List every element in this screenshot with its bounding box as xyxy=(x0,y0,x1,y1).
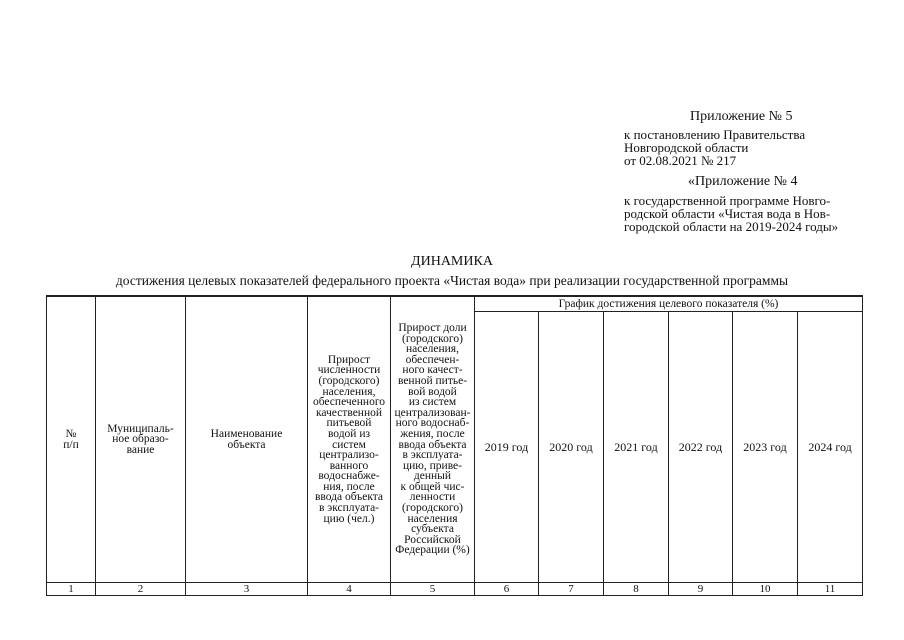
header-text-line: населения, xyxy=(406,343,459,356)
header-text-line: Российской xyxy=(404,533,461,546)
header-text-line: ное образо- xyxy=(112,433,169,446)
header-text-line: ного водоснаб- xyxy=(395,417,470,430)
header-text-line: (городского) xyxy=(402,502,463,515)
decree-line: к постановлению Правительства xyxy=(624,127,806,142)
column-number-cell: 10 xyxy=(733,583,798,596)
column-number-cell: 5 xyxy=(391,583,475,596)
column-number-cell: 7 xyxy=(539,583,604,596)
header-text-line: водой из xyxy=(327,427,371,440)
header-text-line: цию (чел.) xyxy=(323,512,375,525)
header-cell-year: 2019 год xyxy=(475,312,539,583)
header-text-line: объекта xyxy=(227,438,266,451)
column-number-cell: 3 xyxy=(186,583,308,596)
header-text-line: качественной xyxy=(315,406,383,419)
program-reference xyxy=(624,194,838,233)
header-text-line: численности xyxy=(317,364,381,377)
header-text-line: обеспеченного xyxy=(312,396,386,409)
header-text-line: венной питье- xyxy=(397,374,468,387)
column-number-cell: 1 xyxy=(47,583,96,596)
header-text-line: Муниципаль- xyxy=(107,422,174,435)
header-text-line: цию, приве- xyxy=(402,459,462,472)
header-text-line: ввода объекта xyxy=(398,438,467,451)
header-text-line: населения xyxy=(407,512,458,525)
header-cell-object-name xyxy=(186,296,308,583)
decree-reference xyxy=(624,128,805,167)
header-text-line: ввода объекта xyxy=(314,491,384,504)
header-text-line: вой водой xyxy=(408,385,457,398)
dynamics-table xyxy=(46,295,863,596)
header-cell-schedule: График достижения целевого показателя (%) xyxy=(475,296,863,312)
header-cell-year: 2022 год xyxy=(669,312,733,583)
header-text-line: субъекта xyxy=(411,523,454,536)
document-subtitle: достижения целевых показателей федерального проекта «Чистая вода» при реализации государственной программы xyxy=(115,273,789,288)
program-line: городской области на 2019-2024 годы» xyxy=(624,219,839,234)
appendix-number: Приложение № 5 xyxy=(690,109,793,124)
header-text-line: из систем xyxy=(408,396,457,409)
header-text-line: ния, после xyxy=(323,480,375,493)
program-line: родской области «Чистая вода в Нов- xyxy=(624,206,831,221)
header-text-line: водоснабже- xyxy=(318,470,380,483)
header-cell-year: 2020 год xyxy=(539,312,604,583)
header-cell-year: 2023 год xyxy=(733,312,798,583)
program-line: к государственной программе Новго- xyxy=(624,193,831,208)
column-number-cell: 8 xyxy=(604,583,669,596)
header-text-line: № xyxy=(65,427,77,440)
column-number-cell: 2 xyxy=(96,583,186,596)
header-text-line: централизо- xyxy=(319,449,379,462)
header-text-line: Федерации (%) xyxy=(395,544,470,557)
header-text-line: в эксплуата- xyxy=(318,502,380,515)
header-text-line: ленности xyxy=(409,491,456,504)
header-cell-number xyxy=(47,296,96,583)
column-number-cell: 9 xyxy=(669,583,733,596)
header-text-line: в эксплуата- xyxy=(402,449,463,462)
header-text-line: Прирост доли xyxy=(398,321,467,334)
header-text-line: денный xyxy=(413,470,452,483)
column-number-cell: 4 xyxy=(308,583,391,596)
header-cell-share-growth xyxy=(391,296,475,583)
header-text-line: централизован- xyxy=(394,406,471,419)
header-text-line: ного качест- xyxy=(402,364,463,377)
header-text-line: Наименование xyxy=(210,427,283,440)
header-cell-year: 2021 год xyxy=(604,312,669,583)
header-text-line: систем xyxy=(332,438,366,451)
header-text-line: жения, после xyxy=(400,427,465,440)
header-text-line: ванного xyxy=(329,459,369,472)
program-appendix-number: «Приложение № 4 xyxy=(688,174,798,189)
header-text-line: к общей чис- xyxy=(400,480,465,493)
decree-line: Новгородской области xyxy=(624,140,749,155)
header-text-line: питьевой xyxy=(326,417,372,430)
decree-line: от 02.08.2021 № 217 xyxy=(624,153,737,168)
header-text-line: вание xyxy=(126,443,155,456)
column-number-cell: 6 xyxy=(475,583,539,596)
header-cell-population-growth xyxy=(308,296,391,583)
header-text-line: (городского) xyxy=(318,374,380,387)
header-text-line: Прирост xyxy=(327,353,371,366)
header-text-line: п/п xyxy=(63,438,79,451)
header-cell-year: 2024 год xyxy=(798,312,863,583)
header-cell-municipality xyxy=(96,296,186,583)
header-text-line: (городского) xyxy=(402,332,463,345)
header-text-line: обеспечен- xyxy=(405,353,460,366)
header-text-line: населения, xyxy=(322,385,376,398)
column-number-cell: 11 xyxy=(798,583,863,596)
document-title: ДИНАМИКА xyxy=(411,254,493,269)
